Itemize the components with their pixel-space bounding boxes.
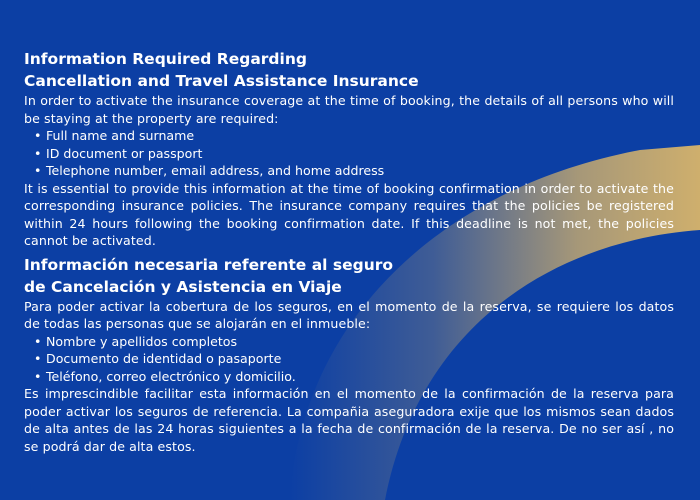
spanish-closing-paragraph: Es imprescindible facilitar esta información en el momento de la confirmación de la reserva para poder activar los seguros de referencia. La compañia aseguradora exije que los mismos sean dados de alta antes de las 24 horas siguientes a la fecha de confirmación de la reserva. De no ser así , no se podrá dar de alta estos.: [24, 386, 674, 454]
spanish-title-line-2: de Cancelación y Asistencia en Viaje: [24, 277, 342, 296]
english-required-details-list: [24, 127, 674, 180]
list-item: • Teléfono, correo electrónico y domicilio.: [34, 368, 674, 386]
spanish-section: [24, 254, 674, 456]
insurance-info-document: [24, 48, 674, 455]
english-closing-paragraph: It is essential to provide this information at the time of booking confirmation in order to activate the corresponding insurance policies. The insurance company requires that the policies be registered within 24 hours following the booking confirmation date. If this deadline is not met, the policies cannot be activated.: [24, 180, 674, 248]
list-item: • ID document or passport: [34, 145, 674, 163]
spanish-intro-paragraph: Para poder activar la cobertura de los seguros, en el momento de la reserva, se requiere los datos de todas las personas que se alojarán en el inmueble:: [24, 298, 674, 331]
list-item: • Full name and surname: [34, 127, 674, 145]
english-title-line-2: Cancellation and Travel Assistance Insurance: [24, 72, 419, 90]
list-item: • Nombre y apellidos completos: [34, 333, 674, 351]
spanish-title-line-1: Información necesaria referente al seguro: [24, 255, 394, 274]
list-item: • Documento de identidad o pasaporte: [34, 350, 674, 368]
list-item: • Telephone number, email address, and home address: [34, 162, 674, 180]
english-intro-paragraph: In order to activate the insurance coverage at the time of booking, the details of all persons who will be staying at the property are required:: [24, 93, 674, 126]
english-title-line-1: Information Required Regarding: [24, 50, 307, 68]
english-section: [24, 48, 674, 250]
spanish-required-details-list: [24, 333, 674, 386]
